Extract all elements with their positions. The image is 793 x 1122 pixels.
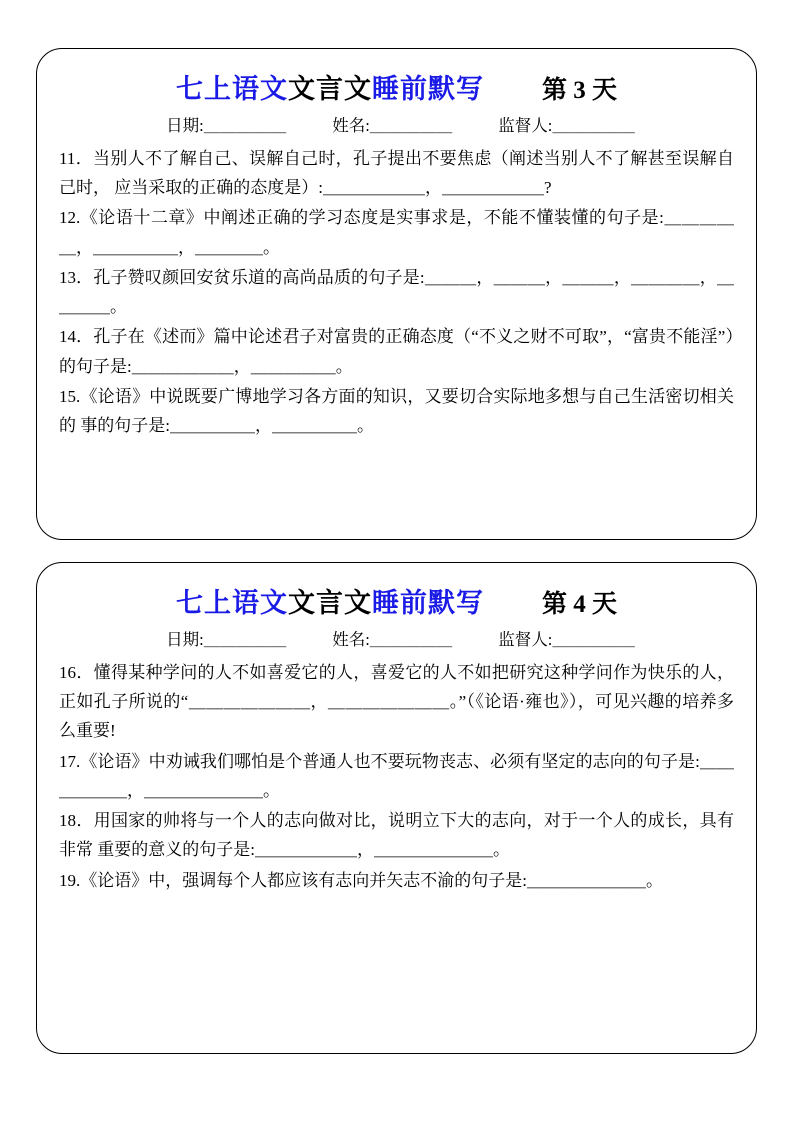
question-item: 19.《论语》中，强调每个人都应该有志向并矢志不渝的句子是:＿＿＿＿＿＿＿。: [59, 870, 663, 890]
question-item: 11．当别人不了解自己、误解自己时，孔子提出不要焦虑（阐述当别人不了解甚至误解自己时， 应当采取的正确的态度是）:＿＿＿＿＿＿，＿＿＿＿＿＿?: [59, 149, 734, 198]
question-item: 14．孔子在《述而》篇中论述君子对富贵的正确态度（“不义之财不可取”，“富贵不能淫”）的句子是:＿＿＿＿＿＿，＿＿＿＿＿。: [59, 327, 734, 376]
card-title-row: [59, 67, 734, 106]
question-item: 16．懂得某种学问的人不如喜爱它的人，喜爱它的人不如把研究这种学问作为快乐的人，正如孔子所说的“＿＿＿＿＿＿＿，＿＿＿＿＿＿＿。”（《论语·雍也》），可见兴趣的培养多么重要!: [59, 663, 734, 741]
title-part-2: 文言文: [287, 588, 372, 618]
day-label: 第 4 天: [541, 591, 617, 618]
title-part-3: 睡前默写: [371, 588, 484, 618]
name-field[interactable]: 姓名:＿＿＿＿＿: [332, 630, 453, 649]
card-title-row: [59, 581, 734, 620]
title-part-1: 七上语文: [175, 588, 288, 618]
question-item: 12.《论语十二章》中阐述正确的学习态度是实事求是，不能不懂装懂的句子是:＿＿＿＿＿，＿＿＿＿＿，＿＿＿＿。: [59, 208, 734, 257]
question-item: 18．用国家的帅将与一个人的志向做对比，说明立下大的志向，对于一个人的成长，具有非常 重要的意义的句子是:＿＿＿＿＿＿，＿＿＿＿＿＿＿。: [59, 811, 734, 860]
date-field[interactable]: 日期:＿＿＿＿＿: [166, 630, 287, 649]
worksheet-card-day3: [36, 48, 757, 540]
title-part-1: 七上语文: [175, 74, 288, 104]
name-field[interactable]: 姓名:＿＿＿＿＿: [332, 116, 453, 135]
card-title: [176, 67, 484, 106]
meta-row: [59, 112, 734, 136]
title-part-3: 睡前默写: [371, 74, 484, 104]
supervisor-field[interactable]: 监督人:＿＿＿＿＿: [498, 630, 635, 649]
question-item: 13．孔子赞叹颜回安贫乐道的高尚品质的句子是:＿＿＿，＿＿＿，＿＿＿，＿＿＿＿，＿＿＿＿。: [59, 267, 734, 317]
title-part-2: 文言文: [287, 74, 372, 104]
supervisor-field[interactable]: 监督人:＿＿＿＿＿: [498, 116, 635, 135]
card-title: [176, 581, 484, 620]
question-item: 15.《论语》中说既要广博地学习各方面的知识，又要切合实际地多想与自己生活密切相关的 事的句子是:＿＿＿＿＿，＿＿＿＿＿。: [59, 386, 734, 436]
question-item: 17.《论语》中劝诫我们哪怕是个普通人也不要玩物丧志、必须有坚定的志向的句子是:＿＿＿＿＿＿，＿＿＿＿＿＿＿。: [59, 751, 734, 800]
worksheet-card-day4: [36, 562, 757, 1054]
meta-row: [59, 626, 734, 650]
date-field[interactable]: 日期:＿＿＿＿＿: [166, 116, 287, 135]
day-label: 第 3 天: [541, 77, 617, 104]
